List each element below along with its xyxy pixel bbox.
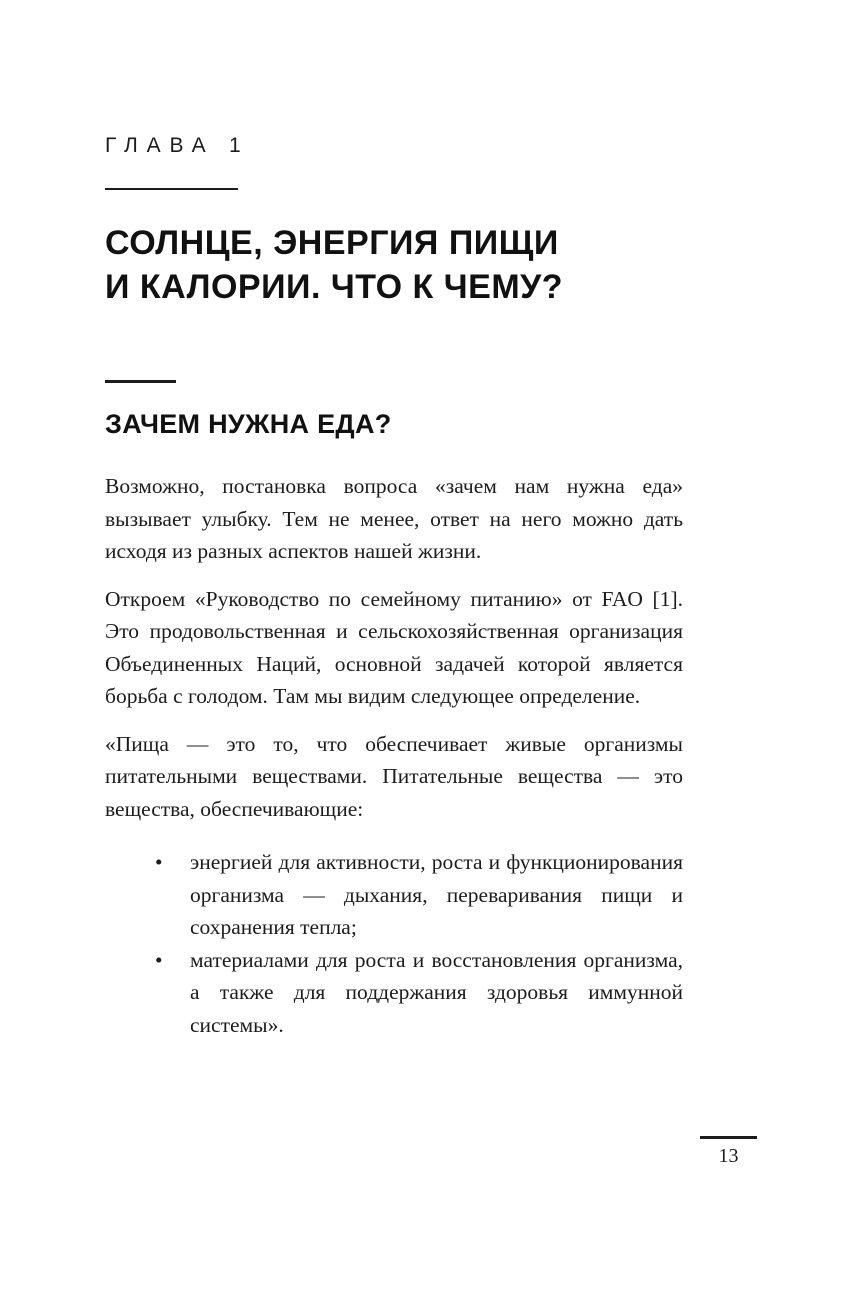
body-text	[105, 470, 683, 1041]
section-rule-line	[105, 380, 176, 383]
page-content	[105, 0, 683, 1041]
chapter-title	[105, 221, 683, 309]
list-item-materials: • материалами для роста и восстановления организма, а также для поддержания здоровья иммунной системы».	[105, 944, 683, 1042]
page-number: 13	[718, 1144, 739, 1167]
paragraph-3: «Пища — это то, что обеспечивает живые организмы питательными веществами. Питательные вещества — это вещества, обеспечивающие:	[105, 731, 683, 821]
chapter-label: ГЛАВА 1	[105, 134, 250, 157]
page-number-rule	[700, 1136, 757, 1139]
chapter-title-line-1: СОЛНЦЕ, ЭНЕРГИЯ ПИЩИ	[105, 224, 559, 262]
list-item-energy: • энергией для активности, роста и функционирования организма — дыхания, переваривания пищи и сохранения тепла;	[105, 846, 683, 944]
section-heading: ЗАЧЕМ НУЖНА ЕДА?	[105, 409, 392, 439]
page-footer	[700, 1136, 757, 1168]
paragraph-2: Откроем «Руководство по семейному питанию» от FAO [1]. Это продовольственная и сельскохозяйственная организация Объединенных Наций, основной задачей которой является борьба с голодом. Там мы видим следующее определение.	[105, 586, 683, 708]
chapter-rule-line	[105, 188, 238, 190]
paragraph-1: Возможно, постановка вопроса «зачем нам нужна еда» вызывает улыбку. Тем не менее, ответ на него можно дать исходя из разных аспектов нашей жизни.	[105, 474, 683, 563]
bullet-list	[105, 846, 683, 1041]
chapter-title-line-2: И КАЛОРИИ. ЧТО К ЧЕМУ?	[105, 268, 564, 306]
